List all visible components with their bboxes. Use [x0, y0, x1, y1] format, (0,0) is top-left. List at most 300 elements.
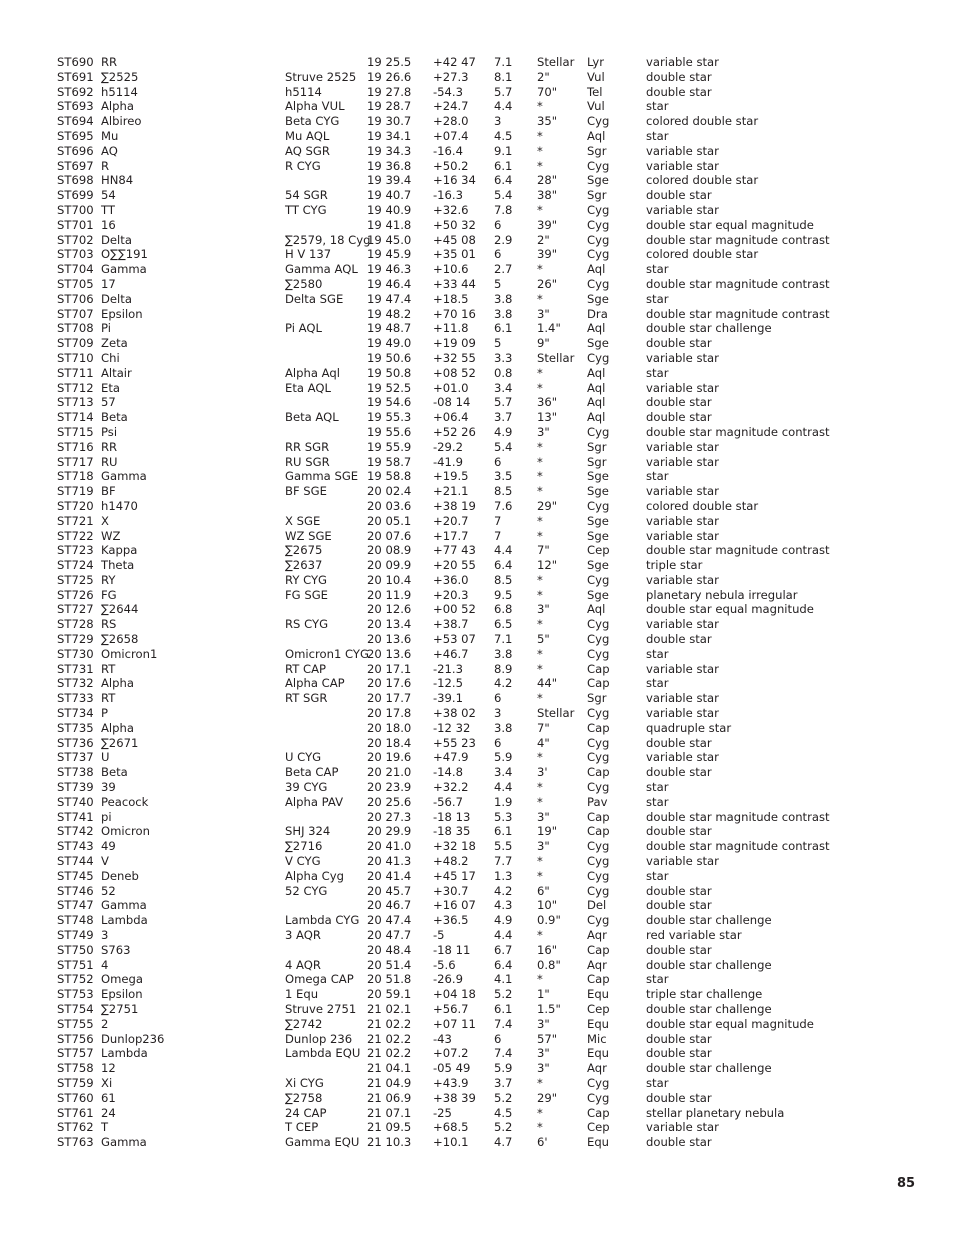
constellation-cell: Tel — [587, 84, 603, 99]
object-table — [57, 55, 917, 1150]
table-row — [57, 987, 917, 1002]
alt-name-cell: Struve 2751 — [285, 1002, 357, 1016]
constellation-cell: Aql — [587, 602, 606, 617]
ra-cell: 19 50.6 — [367, 350, 412, 365]
name-cell: ∑2644 — [101, 602, 139, 617]
id-cell: ST722 — [57, 528, 94, 543]
ra-cell: 21 02.1 — [367, 1002, 412, 1016]
alt-name-cell: BF SGE — [285, 484, 327, 499]
id-cell: ST743 — [57, 839, 94, 854]
size-cell: 35" — [537, 114, 558, 129]
size-cell: Stellar — [537, 55, 575, 69]
ra-cell: 20 51.8 — [367, 972, 412, 987]
constellation-cell: Cyg — [587, 202, 610, 217]
mag-cell: 2.9 — [494, 232, 513, 247]
id-cell: ST706 — [57, 291, 94, 306]
dec-cell: -12 32 — [433, 720, 471, 735]
table-row — [57, 617, 917, 632]
ra-cell: 20 18.4 — [367, 735, 412, 750]
name-cell: V — [101, 854, 109, 869]
ra-cell: 19 48.7 — [367, 321, 412, 336]
size-cell: 6" — [537, 883, 550, 898]
table-row — [57, 1120, 917, 1135]
table-row — [57, 1061, 917, 1076]
id-cell: ST744 — [57, 854, 94, 869]
type-cell: variable star — [646, 143, 719, 158]
dec-cell: +30.7 — [433, 883, 469, 898]
name-cell: RR — [101, 439, 118, 454]
name-cell: Theta — [101, 558, 135, 573]
alt-name-cell: Pi AQL — [285, 321, 322, 336]
id-cell: ST740 — [57, 794, 94, 809]
size-cell: * — [537, 868, 543, 883]
type-cell: star — [646, 291, 669, 306]
mag-cell: 4.4 — [494, 543, 513, 558]
ra-cell: 19 30.7 — [367, 114, 412, 129]
name-cell: Alpha — [101, 720, 134, 735]
mag-cell: 6 — [494, 454, 502, 469]
id-cell: ST751 — [57, 957, 94, 972]
name-cell: 49 — [101, 839, 116, 854]
id-cell: ST701 — [57, 217, 94, 232]
constellation-cell: Equ — [587, 987, 610, 1002]
constellation-cell: Sgr — [587, 188, 607, 203]
dec-cell: +08 52 — [433, 365, 476, 380]
alt-name-cell: RY CYG — [285, 572, 328, 587]
size-cell: * — [537, 454, 543, 469]
size-cell: 3" — [537, 1061, 550, 1076]
type-cell: double star — [646, 898, 712, 913]
size-cell: * — [537, 158, 543, 173]
type-cell: double star magnitude contrast — [646, 424, 830, 439]
dec-cell: +36.0 — [433, 572, 469, 587]
constellation-cell: Cyg — [587, 868, 610, 883]
size-cell: 1.5" — [537, 1002, 561, 1016]
type-cell: double star — [646, 1090, 712, 1105]
id-cell: ST694 — [57, 114, 94, 129]
name-cell: Psi — [101, 424, 118, 439]
name-cell: h1470 — [101, 498, 138, 513]
constellation-cell: Cap — [587, 661, 610, 676]
name-cell: RT — [101, 661, 116, 676]
alt-name-cell: Beta AQL — [285, 410, 339, 425]
constellation-cell: Aql — [587, 262, 606, 277]
constellation-cell: Aql — [587, 128, 606, 143]
alt-name-cell: Beta CYG — [285, 114, 340, 129]
size-cell: 3" — [537, 809, 550, 824]
dec-cell: +45 08 — [433, 232, 476, 247]
table-row — [57, 277, 917, 292]
type-cell: double star challenge — [646, 1002, 772, 1016]
dec-cell: +38 02 — [433, 706, 476, 721]
ra-cell: 21 02.2 — [367, 1016, 412, 1031]
name-cell: pi — [101, 809, 112, 824]
type-cell: variable star — [646, 706, 719, 721]
id-cell: ST749 — [57, 928, 94, 943]
size-cell: 3" — [537, 1046, 550, 1061]
name-cell: S763 — [101, 942, 131, 957]
ra-cell: 19 27.8 — [367, 84, 412, 99]
ra-cell: 21 07.1 — [367, 1105, 412, 1120]
dec-cell: +28.0 — [433, 114, 469, 129]
constellation-cell: Sge — [587, 469, 609, 484]
table-row — [57, 913, 917, 928]
size-cell: 12" — [537, 558, 558, 573]
mag-cell: 4.4 — [494, 99, 513, 114]
dec-cell: +38 19 — [433, 498, 476, 513]
size-cell: 0.8" — [537, 957, 561, 972]
ra-cell: 20 17.1 — [367, 661, 412, 676]
table-row — [57, 647, 917, 662]
mag-cell: 4.1 — [494, 972, 513, 987]
alt-name-cell: Eta AQL — [285, 380, 331, 395]
table-row — [57, 810, 917, 825]
constellation-cell: Sgr — [587, 454, 607, 469]
id-cell: ST714 — [57, 410, 94, 425]
table-row — [57, 292, 917, 307]
alt-name-cell: 54 SGR — [285, 188, 328, 203]
size-cell: 44" — [537, 676, 558, 691]
table-row — [57, 780, 917, 795]
table-row — [57, 632, 917, 647]
table-row — [57, 1032, 917, 1047]
type-cell: star — [646, 469, 669, 484]
type-cell: double star magnitude contrast — [646, 306, 830, 321]
alt-name-cell: R CYG — [285, 158, 321, 173]
table-row — [57, 381, 917, 396]
size-cell: * — [537, 854, 543, 869]
dec-cell: -14.8 — [433, 765, 463, 780]
alt-name-cell: ∑2675 — [285, 543, 323, 558]
name-cell: 61 — [101, 1090, 116, 1105]
alt-name-cell: Struve 2525 — [285, 69, 357, 84]
type-cell: star — [646, 972, 669, 987]
constellation-cell: Aql — [587, 380, 606, 395]
constellation-cell: Cep — [587, 1120, 610, 1135]
table-row — [57, 750, 917, 765]
name-cell: RY — [101, 572, 116, 587]
constellation-cell: Cyg — [587, 617, 610, 632]
dec-cell: +16 07 — [433, 898, 476, 913]
size-cell: 1" — [537, 987, 550, 1002]
type-cell: variable star — [646, 158, 719, 173]
dec-cell: +42 47 — [433, 55, 476, 69]
mag-cell: 6.7 — [494, 942, 513, 957]
dec-cell: +04 18 — [433, 987, 476, 1002]
constellation-cell: Cap — [587, 1105, 610, 1120]
id-cell: ST693 — [57, 99, 94, 114]
dec-cell: +32 55 — [433, 350, 476, 365]
size-cell: 2" — [537, 232, 550, 247]
table-row — [57, 114, 917, 129]
dec-cell: +35 01 — [433, 247, 476, 262]
type-cell: star — [646, 128, 669, 143]
type-cell: colored double star — [646, 498, 759, 513]
type-cell: double star magnitude contrast — [646, 809, 830, 824]
dec-cell: +32.2 — [433, 780, 469, 795]
name-cell: AQ — [101, 143, 118, 158]
table-row — [57, 721, 917, 736]
ra-cell: 20 45.7 — [367, 883, 412, 898]
mag-cell: 1.9 — [494, 794, 513, 809]
id-cell: ST759 — [57, 1075, 94, 1090]
table-row — [57, 795, 917, 810]
table-row — [57, 85, 917, 100]
id-cell: ST729 — [57, 632, 94, 647]
constellation-cell: Cyg — [587, 247, 610, 262]
table-row — [57, 440, 917, 455]
dec-cell: -5 — [433, 928, 445, 943]
size-cell: * — [537, 439, 543, 454]
name-cell: 54 — [101, 188, 116, 203]
constellation-cell: Aql — [587, 395, 606, 410]
mag-cell: 7 — [494, 528, 502, 543]
constellation-cell: Cyg — [587, 883, 610, 898]
id-cell: ST723 — [57, 543, 94, 558]
size-cell: * — [537, 691, 543, 706]
name-cell: RU — [101, 454, 118, 469]
ra-cell: 20 23.9 — [367, 780, 412, 795]
constellation-cell: Aqr — [587, 928, 607, 943]
id-cell: ST758 — [57, 1061, 94, 1076]
alt-name-cell: WZ SGE — [285, 528, 332, 543]
alt-name-cell: AQ SGR — [285, 143, 330, 158]
id-cell: ST718 — [57, 469, 94, 484]
type-cell: variable star — [646, 1120, 719, 1135]
constellation-cell: Equ — [587, 1135, 610, 1150]
id-cell: ST719 — [57, 484, 94, 499]
constellation-cell: Sgr — [587, 439, 607, 454]
page-number: 85 — [897, 1176, 916, 1191]
name-cell: U — [101, 750, 110, 765]
dec-cell: -16.4 — [433, 143, 463, 158]
type-cell: red variable star — [646, 928, 742, 943]
ra-cell: 20 51.4 — [367, 957, 412, 972]
ra-cell: 20 11.9 — [367, 587, 412, 602]
alt-name-cell: 1 Equ — [285, 987, 319, 1002]
alt-name-cell: 4 AQR — [285, 957, 321, 972]
ra-cell: 20 17.7 — [367, 691, 412, 706]
size-cell: 9" — [537, 336, 550, 351]
mag-cell: 6 — [494, 691, 502, 706]
ra-cell: 19 50.8 — [367, 365, 412, 380]
id-cell: ST709 — [57, 336, 94, 351]
size-cell: 7" — [537, 543, 550, 558]
dec-cell: +21.1 — [433, 484, 469, 499]
size-cell: * — [537, 202, 543, 217]
constellation-cell: Mic — [587, 1031, 607, 1046]
table-row — [57, 203, 917, 218]
name-cell: Gamma — [101, 262, 147, 277]
ra-cell: 21 09.5 — [367, 1120, 412, 1135]
constellation-cell: Cyg — [587, 750, 610, 765]
dec-cell: +52 26 — [433, 424, 476, 439]
dec-cell: +17.7 — [433, 528, 469, 543]
constellation-cell: Lyr — [587, 55, 605, 69]
mag-cell: 7 — [494, 513, 502, 528]
mag-cell: 5.2 — [494, 1120, 513, 1135]
name-cell: ∑2525 — [101, 69, 139, 84]
alt-name-cell: X SGE — [285, 513, 321, 528]
id-cell: ST730 — [57, 646, 94, 661]
mag-cell: 4.2 — [494, 676, 513, 691]
table-row — [57, 129, 917, 144]
dec-cell: +01.0 — [433, 380, 469, 395]
constellation-cell: Sge — [587, 291, 609, 306]
name-cell: 57 — [101, 395, 116, 410]
ra-cell: 21 02.2 — [367, 1031, 412, 1046]
size-cell: Stellar — [537, 350, 575, 365]
constellation-cell: Cyg — [587, 217, 610, 232]
dec-cell: +10.1 — [433, 1135, 469, 1150]
constellation-cell: Cap — [587, 972, 610, 987]
dec-cell: +53 07 — [433, 632, 476, 647]
dec-cell: +32.6 — [433, 202, 469, 217]
constellation-cell: Cep — [587, 543, 610, 558]
mag-cell: 0.8 — [494, 365, 513, 380]
mag-cell: 8.5 — [494, 572, 513, 587]
constellation-cell: Sge — [587, 173, 609, 188]
table-row — [57, 247, 917, 262]
alt-name-cell: ∑2579, 18 Cyg — [285, 232, 371, 247]
table-row — [57, 499, 917, 514]
dec-cell: +32 18 — [433, 839, 476, 854]
ra-cell: 20 41.0 — [367, 839, 412, 854]
type-cell: double star — [646, 1135, 712, 1150]
table-row — [57, 1076, 917, 1091]
mag-cell: 6 — [494, 217, 502, 232]
dec-cell: -56.7 — [433, 794, 463, 809]
ra-cell: 19 36.8 — [367, 158, 412, 173]
mag-cell: 3.8 — [494, 720, 513, 735]
mag-cell: 5.3 — [494, 809, 513, 824]
name-cell: Alpha — [101, 676, 134, 691]
table-row — [57, 410, 917, 425]
mag-cell: 2.7 — [494, 262, 513, 277]
ra-cell: 20 02.4 — [367, 484, 412, 499]
mag-cell: 4.7 — [494, 1135, 513, 1150]
name-cell: T — [101, 1120, 109, 1135]
size-cell: 28" — [537, 173, 558, 188]
name-cell: 17 — [101, 276, 116, 291]
ra-cell: 19 26.6 — [367, 69, 412, 84]
id-cell: ST753 — [57, 987, 94, 1002]
table-row — [57, 425, 917, 440]
mag-cell: 5.4 — [494, 439, 513, 454]
mag-cell: 7.4 — [494, 1016, 513, 1031]
table-row — [57, 602, 917, 617]
dec-cell: +38 39 — [433, 1090, 476, 1105]
type-cell: double star — [646, 410, 712, 425]
constellation-cell: Sge — [587, 558, 609, 573]
type-cell: star — [646, 868, 669, 883]
table-row — [57, 307, 917, 322]
table-row — [57, 484, 917, 499]
id-cell: ST747 — [57, 898, 94, 913]
mag-cell: 3.4 — [494, 765, 513, 780]
name-cell: Gamma — [101, 469, 147, 484]
constellation-cell: Aqr — [587, 957, 607, 972]
alt-name-cell: 24 CAP — [285, 1105, 327, 1120]
size-cell: * — [537, 99, 543, 114]
id-cell: ST704 — [57, 262, 94, 277]
name-cell: HN84 — [101, 173, 134, 188]
mag-cell: 5.7 — [494, 395, 513, 410]
dec-cell: +50.2 — [433, 158, 469, 173]
type-cell: variable star — [646, 661, 719, 676]
constellation-cell: Aql — [587, 365, 606, 380]
size-cell: * — [537, 380, 543, 395]
size-cell: 13" — [537, 410, 558, 425]
id-cell: ST716 — [57, 439, 94, 454]
ra-cell: 21 04.1 — [367, 1061, 412, 1076]
table-row — [57, 1017, 917, 1032]
size-cell: 70" — [537, 84, 558, 99]
alt-name-cell: Omicron1 CYG — [285, 646, 369, 661]
size-cell: * — [537, 143, 543, 158]
mag-cell: 7.6 — [494, 498, 513, 513]
id-cell: ST697 — [57, 158, 94, 173]
table-row — [57, 573, 917, 588]
constellation-cell: Cyg — [587, 913, 610, 928]
alt-name-cell: 39 CYG — [285, 780, 328, 795]
alt-name-cell: Alpha Cyg — [285, 868, 344, 883]
type-cell: variable star — [646, 439, 719, 454]
ra-cell: 19 41.8 — [367, 217, 412, 232]
name-cell: R — [101, 158, 110, 173]
table-row — [57, 366, 917, 381]
dec-cell: +24.7 — [433, 99, 469, 114]
ra-cell: 19 46.4 — [367, 276, 412, 291]
mag-cell: 7.1 — [494, 55, 513, 69]
mag-cell: 6.4 — [494, 957, 513, 972]
dec-cell: -54.3 — [433, 84, 463, 99]
id-cell: ST736 — [57, 735, 94, 750]
type-cell: double star — [646, 69, 712, 84]
id-cell: ST746 — [57, 883, 94, 898]
table-row — [57, 928, 917, 943]
alt-name-cell: Alpha Aql — [285, 365, 340, 380]
dec-cell: +48.2 — [433, 854, 469, 869]
id-cell: ST715 — [57, 424, 94, 439]
ra-cell: 20 25.6 — [367, 794, 412, 809]
constellation-cell: Cep — [587, 1002, 610, 1016]
mag-cell: 6.4 — [494, 173, 513, 188]
name-cell: FG — [101, 587, 117, 602]
size-cell: * — [537, 661, 543, 676]
alt-name-cell: ∑2637 — [285, 558, 323, 573]
dec-cell: +07 11 — [433, 1016, 476, 1031]
id-cell: ST711 — [57, 365, 94, 380]
alt-name-cell: 3 AQR — [285, 928, 321, 943]
id-cell: ST726 — [57, 587, 94, 602]
id-cell: ST737 — [57, 750, 94, 765]
type-cell: variable star — [646, 350, 719, 365]
constellation-cell: Sgr — [587, 691, 607, 706]
dec-cell: +38.7 — [433, 617, 469, 632]
type-cell: double star — [646, 84, 712, 99]
name-cell: Delta — [101, 232, 132, 247]
name-cell: Pi — [101, 321, 111, 336]
id-cell: ST691 — [57, 69, 94, 84]
ra-cell: 20 41.3 — [367, 854, 412, 869]
alt-name-cell: Alpha VUL — [285, 99, 345, 114]
name-cell: ∑2671 — [101, 735, 139, 750]
name-cell: WZ — [101, 528, 121, 543]
mag-cell: 9.5 — [494, 587, 513, 602]
alt-name-cell: ∑2758 — [285, 1090, 323, 1105]
type-cell: colored double star — [646, 114, 759, 129]
